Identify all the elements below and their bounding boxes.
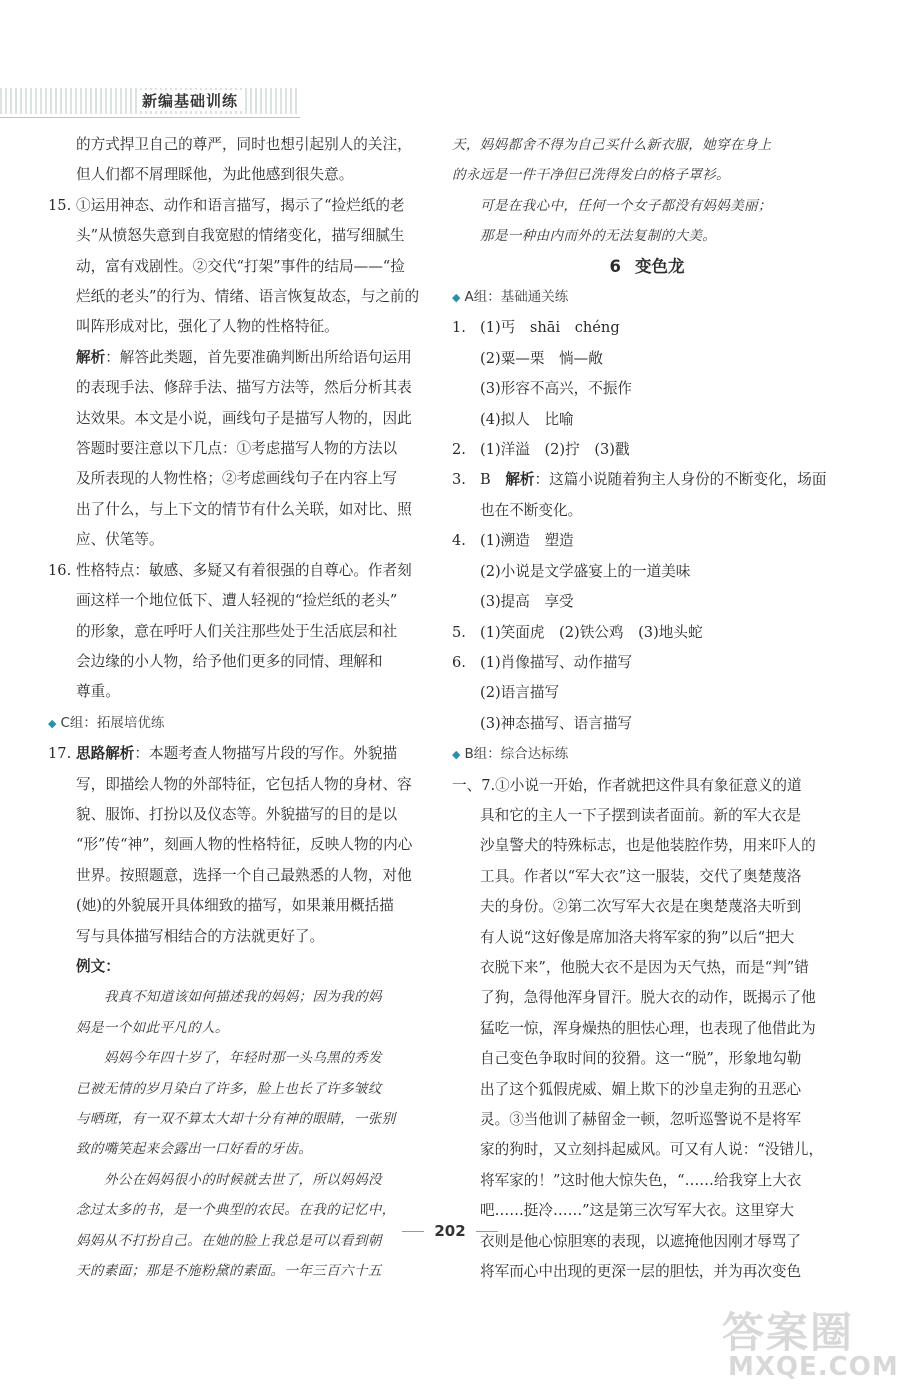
answer-line: 工具。作者以“军大衣”这一服装，交代了奥楚蔑洛 bbox=[480, 867, 802, 885]
answer-line: 夫的身份。②第二次写军大衣是在奥楚蔑洛夫听到 bbox=[480, 898, 802, 916]
answer-line: 衣脱下来”，他脱大衣不是因为天气热，而是“判”错 bbox=[480, 958, 809, 976]
essay-line: 致的嘴笑起来会露出一口好看的牙齿。 bbox=[76, 1141, 313, 1158]
essay-line: 妈是一个如此平凡的人。 bbox=[76, 1019, 229, 1036]
answer-item bbox=[452, 648, 842, 678]
answer-line: 叫阵形成对比，强化了人物的性格特征。 bbox=[76, 318, 339, 336]
section-heading-a: ◆ A组：基础通关练 bbox=[452, 289, 569, 306]
section-heading-b: ◆ B组：综合达标练 bbox=[452, 746, 569, 763]
answer-choice: B bbox=[480, 471, 506, 489]
answer-line: 貌、服饰、打扮以及仪态等。外貌描写的目的是以 bbox=[76, 805, 398, 823]
answer-item bbox=[452, 557, 842, 587]
lesson-name: 变色龙 bbox=[634, 256, 685, 276]
question-number: 2. bbox=[452, 441, 466, 459]
analysis-line: 解析：解答此类题，首先要准确判断出所给语句运用 bbox=[76, 348, 412, 366]
question-3: 3. B 解析：这篇小说随着狗主人身份的不断变化，场面 bbox=[452, 465, 842, 495]
answer-line: 沙皇警犬的特殊标志，也是他装腔作势，用来吓人的 bbox=[480, 837, 816, 855]
answer-text: (3)提高 享受 bbox=[480, 593, 574, 611]
diamond-icon: ◆ bbox=[452, 748, 461, 762]
essay-line: 的永远是一件干净但已洗得发白的格子罩衫。 bbox=[452, 167, 730, 184]
question-17 bbox=[48, 739, 433, 1286]
essay-line: 外公在妈妈很小的时候就去世了，所以妈妈没 bbox=[104, 1171, 382, 1188]
answer-line: 吧……挺冷……”这是第三次写军大衣。这里穿大 bbox=[480, 1202, 794, 1220]
watermark-url: MXQE.COM bbox=[728, 1352, 899, 1382]
analysis-line: 的表现手法、修辞手法、描写方法等，然后分析其表 bbox=[76, 379, 412, 397]
answer-list-a-continued bbox=[452, 526, 842, 739]
page-number-rule bbox=[402, 1231, 424, 1232]
answer-line: 也在不断变化。 bbox=[480, 501, 583, 519]
analysis-label: 解析 bbox=[505, 471, 535, 489]
answer-item bbox=[452, 587, 842, 617]
watermark-logo bbox=[700, 1300, 900, 1390]
essay-line: 妈妈今年四十岁了，年轻时那一头乌黑的秀发 bbox=[104, 1050, 382, 1067]
analysis-line: 应、伏笔等。 bbox=[76, 531, 164, 549]
answer-line: 头”从愤怒失意到自我宽慰的情绪变化，描写细腻生 bbox=[76, 227, 405, 245]
answer-item bbox=[452, 526, 842, 556]
page-number: 202 bbox=[0, 1222, 900, 1240]
analysis-label: 解析 bbox=[76, 348, 106, 366]
answer-item bbox=[452, 313, 842, 343]
answer-text: (3)形容不高兴，不振作 bbox=[480, 380, 633, 398]
essay-line: 念过太多的书，是一个典型的农民。在我的记忆中， bbox=[76, 1202, 396, 1219]
answer-line: 画这样一个地位低下、遭人轻视的“捡烂纸的老头” bbox=[76, 592, 398, 610]
answer-line: 衣则是他心惊胆寒的表现，以遮掩他因刚才辱骂了 bbox=[480, 1232, 802, 1250]
question-number: 4. bbox=[452, 532, 466, 550]
header-rule bbox=[0, 117, 300, 118]
essay-line: 与晒斑，有一双不算太大却十分有神的眼睛，一张别 bbox=[76, 1111, 396, 1127]
question-number: 17. bbox=[48, 745, 72, 763]
answer-line: 出了这个狐假虎威、媚上欺下的沙皇走狗的丑恶心 bbox=[480, 1080, 802, 1098]
answer-text: (4)拟人 比喻 bbox=[480, 410, 574, 428]
answer-item bbox=[452, 344, 842, 374]
answer-line: 会边缘的小人物，给予他们更多的同情、理解和 bbox=[76, 652, 383, 670]
answer-line: 将军而心中出现的更深一层的胆怯，并为再次变色 bbox=[480, 1263, 802, 1281]
right-column bbox=[452, 130, 842, 1287]
answer-item bbox=[452, 374, 842, 404]
question-number: 一、7. bbox=[452, 776, 496, 794]
question-number: 1. bbox=[452, 319, 466, 337]
answer-line: “形”传“神”，刻画人物的性格特征，反映人物的内心 bbox=[76, 836, 413, 854]
answer-line: 灵。③当他训了赫留金一顿，忽听巡警说不是将军 bbox=[480, 1111, 802, 1128]
essay-line: 天的素面；那是不施粉黛的素面。一年三百六十五 bbox=[76, 1263, 382, 1280]
question-number: 6. bbox=[452, 653, 466, 671]
section-heading-c: ◆ C组：拓展培优练 bbox=[48, 714, 165, 731]
answer-line: 的形象，意在呼吁人们关注那些处于生活底层和社 bbox=[76, 622, 398, 640]
answer-text: (3)神态描写、语言描写 bbox=[480, 714, 633, 732]
essay-line: 天，妈妈都舍不得为自己买什么新衣服，她穿在身上 bbox=[452, 137, 772, 153]
essay-line: 我真不知道该如何描述我的妈妈；因为我的妈 bbox=[104, 989, 382, 1006]
answer-text: (1)肖像描写、动作描写 bbox=[480, 653, 633, 671]
answer-line: 自己变色争取时间的狡猾。这一“脱”，形象地勾勒 bbox=[480, 1050, 802, 1068]
answer-item bbox=[452, 618, 842, 648]
question-number: 15. bbox=[48, 196, 72, 214]
page-number-rule bbox=[476, 1231, 498, 1232]
continuation-line: 的方式捍卫自己的尊严，同时也想引起别人的关注， bbox=[76, 136, 412, 153]
answer-list-a bbox=[452, 313, 842, 465]
continuation-line: 但人们都不屑理睬他，为此他感到很失意。 bbox=[76, 166, 354, 184]
analysis-line: 达效果。本文是小说，画线句子是描写人物的，因此 bbox=[76, 409, 412, 427]
answer-text: (2)小说是文学盛宴上的一道美味 bbox=[480, 562, 691, 580]
answer-line: 烂纸的老头”的行为、情绪、语言恢复故态，与之前的 bbox=[76, 288, 420, 306]
answer-line: 写，即描绘人物的外部特征，它包括人物的身材、容 bbox=[76, 775, 412, 793]
answer-text: (1)洋溢 (2)拧 (3)戳 bbox=[480, 441, 630, 459]
answer-line: 尊重。 bbox=[76, 683, 120, 701]
answer-text: (2)粟—栗 惝—敞 bbox=[480, 349, 603, 367]
question-number: 5. bbox=[452, 623, 466, 641]
answer-line: 16. 性格特点：敏感、多疑又有着很强的自尊心。作者刻 bbox=[48, 556, 433, 586]
question-16 bbox=[48, 556, 433, 708]
answer-item bbox=[452, 435, 842, 465]
answer-text: (1)笑面虎 (2)铁公鸡 (3)地头蛇 bbox=[480, 623, 703, 641]
answer-line: 世界。按照题意，选择一个自己最熟悉的人物，对他 bbox=[76, 866, 412, 884]
answer-line: 具和它的主人一下子摆到读者面前。新的军大衣是 bbox=[480, 806, 802, 824]
answer-line: 猛吃一惊，浑身燥热的胆怯心理，也表现了他借此为 bbox=[480, 1019, 816, 1037]
question-15 bbox=[48, 191, 433, 556]
answer-line: 有人说“这好像是席加洛夫将军家的狗”以后“把大 bbox=[480, 928, 795, 946]
analysis-line: 及所表现的人物性格；②考虑画线句子在内容上写 bbox=[76, 470, 398, 488]
question-number: 3. bbox=[452, 471, 466, 489]
answer-text: (1)丐 shāi chéng bbox=[480, 319, 620, 337]
analysis-line: 答题时要注意以下几点：①考虑描写人物的方法以 bbox=[76, 440, 398, 458]
answer-line: (她)的外貌展开具体细致的描写，如果兼用概括描 bbox=[76, 897, 394, 915]
answer-line: 将军家的！”这时他大惊失色，“……给我穿上大衣 bbox=[480, 1171, 802, 1189]
analysis-line: 出了什么，与上下文的情节有什么关联，如对比、照 bbox=[76, 500, 412, 518]
analysis-label: 思路解析 bbox=[76, 745, 135, 763]
answer-item bbox=[452, 709, 842, 739]
answer-line: 动，富有戏剧性。②交代“打架”事件的结局——“捡 bbox=[76, 257, 405, 275]
answer-line: 17. 思路解析：本题考查人物描写片段的写作。外貌描 bbox=[48, 739, 433, 769]
answer-item bbox=[452, 405, 842, 435]
left-column bbox=[48, 130, 433, 1286]
question-7 bbox=[452, 771, 842, 1288]
question-number: 16. bbox=[48, 561, 72, 579]
essay-line: 妈妈从不打扮自己。在她的脸上我总是可以看到朝 bbox=[76, 1232, 382, 1249]
answer-text: (2)语言描写 bbox=[480, 684, 560, 702]
answer-line: 写与具体描写相结合的方法就更好了。 bbox=[76, 927, 325, 945]
answer-text: (1)溯造 塑造 bbox=[480, 532, 574, 550]
lesson-number: 6 bbox=[609, 256, 621, 276]
answer-line: 家的狗时，又立刻抖起威风。可又有人说：“没错儿， bbox=[480, 1141, 824, 1159]
book-title: 新编基础训练 bbox=[138, 90, 242, 111]
essay-line: 那是一种由内而外的无法复制的大美。 bbox=[480, 228, 717, 245]
example-essay-continued bbox=[452, 130, 842, 252]
essay-line: 可是在我心中，任何一个女子都没有妈妈美丽； bbox=[480, 197, 772, 214]
answer-item bbox=[452, 678, 842, 708]
example-essay bbox=[48, 982, 433, 1286]
answer-line: 一、7.①小说一开始，作者就把这件具有象征意义的道 bbox=[452, 776, 802, 794]
watermark-text: 答案圈 bbox=[722, 1308, 855, 1357]
diamond-icon: ◆ bbox=[452, 291, 461, 305]
diamond-icon: ◆ bbox=[48, 716, 57, 730]
lesson-title bbox=[452, 252, 842, 282]
essay-line: 已被无情的岁月染白了许多，脸上也长了许多皱纹 bbox=[76, 1080, 382, 1097]
answer-line: 15. ①运用神态、动作和语言描写，揭示了“捡烂纸的老 bbox=[48, 191, 433, 221]
answer-body bbox=[452, 801, 842, 1288]
answer-line: 了狗，急得他浑身冒汗。脱大衣的动作，既揭示了他 bbox=[480, 989, 816, 1007]
example-label: 例文： bbox=[76, 957, 120, 975]
